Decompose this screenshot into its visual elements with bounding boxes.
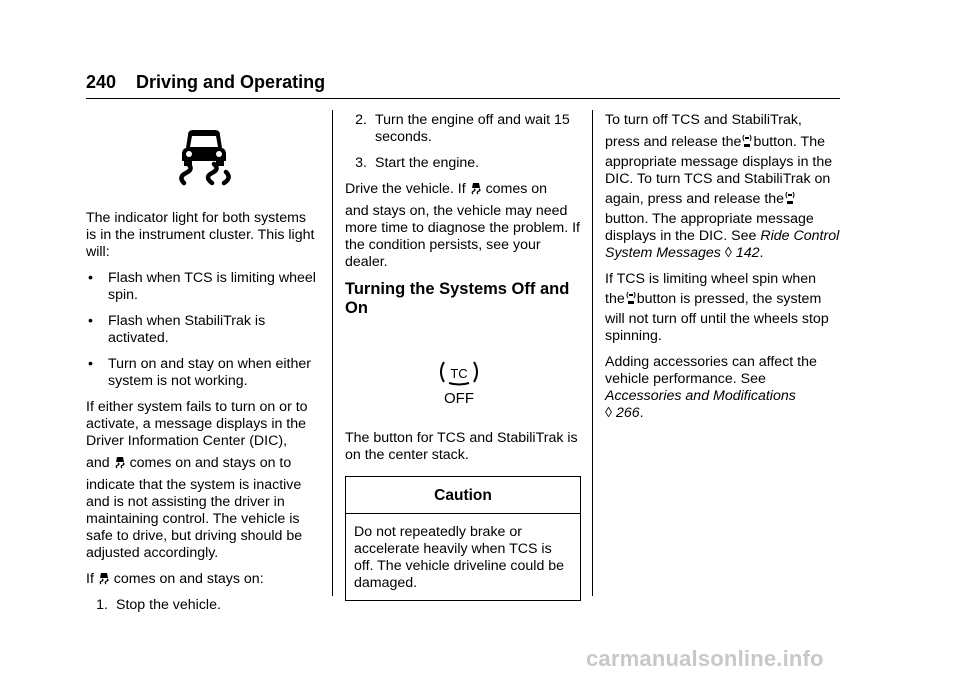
tc-off-button-icon <box>434 358 484 406</box>
page-ref-arrow: ◊ <box>724 245 732 261</box>
step-text: Stop the vehicle. <box>116 597 221 613</box>
step-number: 3. <box>355 155 367 171</box>
list-item <box>86 313 320 347</box>
drive-paragraph: Drive the vehicle. If comes on <box>345 181 548 197</box>
diagnose-paragraph: and stays on, the vehicle may need more time to diagnose the problem. If the condition persists, see your dealer. <box>345 203 581 270</box>
page-ref-arrow: ◊ <box>605 405 613 421</box>
traction-small-icon <box>471 182 481 195</box>
inactive-paragraph: indicate that the system is inactive and is not assisting the driver in maintaining control. The vehicle is safe to drive, but driving should be adjusted accordingly. <box>86 477 303 561</box>
step-number: 2. <box>355 112 367 128</box>
stays-on-paragraph: If comes on and stays on: <box>86 571 264 587</box>
press-release-line: press and release the button. The <box>605 134 825 150</box>
column-3 <box>605 112 841 431</box>
wheels-stop-paragraph: will not turn off until the wheels stop spinning. <box>605 311 829 344</box>
caution-box <box>345 476 581 601</box>
step-number: 1. <box>96 597 108 613</box>
button-location-paragraph: The button for TCS and StabiliTrak is on the center stack. <box>345 430 578 463</box>
traction-small-icon <box>115 456 125 469</box>
tc-off-button-figure <box>345 328 581 424</box>
page-number: 240 <box>86 72 117 92</box>
traction-indicator-figure <box>86 128 320 210</box>
accessories-page[interactable]: 266 <box>615 405 640 421</box>
ride-control-page[interactable]: 142 <box>735 245 760 261</box>
watermark: carmanualsonline.info <box>586 646 824 671</box>
header-rule <box>86 98 840 99</box>
traction-off-icon <box>174 128 234 186</box>
page-header <box>86 72 325 93</box>
bullet-text: Turn on and stay on when either system is not working. <box>108 356 311 389</box>
indicator-paragraph: and comes on and stays on to <box>86 455 292 471</box>
ride-control-link[interactable]: Ride Control System Messages <box>605 228 840 261</box>
bullet-text: Flash when StabiliTrak is activated. <box>108 313 266 346</box>
see-reference-paragraph: button. The appropriate message displays in the DIC. See Ride Control System Messages ◊ 142. <box>605 211 840 261</box>
section-title: Driving and Operating <box>136 72 326 92</box>
list-item <box>86 270 320 304</box>
column-1 <box>86 128 320 623</box>
step-text: Start the engine. <box>375 155 480 171</box>
bullet-marker: • <box>88 356 93 372</box>
turn-on-paragraph: appropriate message displays in the DIC. To turn TCS and StabiliTrak on <box>605 154 833 187</box>
step-text: Turn the engine off and wait 15 seconds. <box>375 112 570 145</box>
accessories-link[interactable]: Accessories and Modifications <box>605 388 796 404</box>
step-item <box>345 112 581 146</box>
caution-text: Do not repeatedly brake or accelerate heavily when TCS is off. The vehicle driveline could be damaged. <box>354 524 565 591</box>
tc-off-small-icon <box>742 134 752 148</box>
step-item <box>86 597 320 614</box>
column-divider-2 <box>592 110 593 596</box>
tc-off-small-icon <box>626 291 636 305</box>
again-line: again, press and release the <box>605 191 841 208</box>
step-item <box>345 155 581 172</box>
bullet-marker: • <box>88 313 93 329</box>
button-pressed-line: the button is pressed, the system <box>605 291 822 307</box>
bullet-text: Flash when TCS is limiting wheel spin. <box>108 270 316 303</box>
subsection-heading: Turning the Systems Off and On <box>345 280 570 317</box>
list-item <box>86 356 320 390</box>
turn-off-paragraph: To turn off TCS and StabiliTrak, <box>605 112 802 128</box>
column-divider-1 <box>332 110 333 596</box>
tc-label: TC <box>450 366 468 381</box>
intro-paragraph: The indicator light for both systems is in the instrument cluster. This light will: <box>86 210 315 260</box>
caution-title: Caution <box>346 477 580 514</box>
accessories-paragraph: Adding accessories can affect the vehicle performance. See Accessories and Modifications ◊ 266. <box>605 354 817 421</box>
off-label: OFF <box>444 390 474 406</box>
traction-small-icon <box>99 572 109 585</box>
column-2 <box>345 112 581 601</box>
bullet-marker: • <box>88 270 93 286</box>
tc-off-small-icon <box>785 191 795 205</box>
limiting-line: If TCS is limiting wheel spin when <box>605 271 817 287</box>
failure-paragraph: If either system fails to turn on or to activate, a message displays in the Driver Information Center (DIC), <box>86 399 308 449</box>
